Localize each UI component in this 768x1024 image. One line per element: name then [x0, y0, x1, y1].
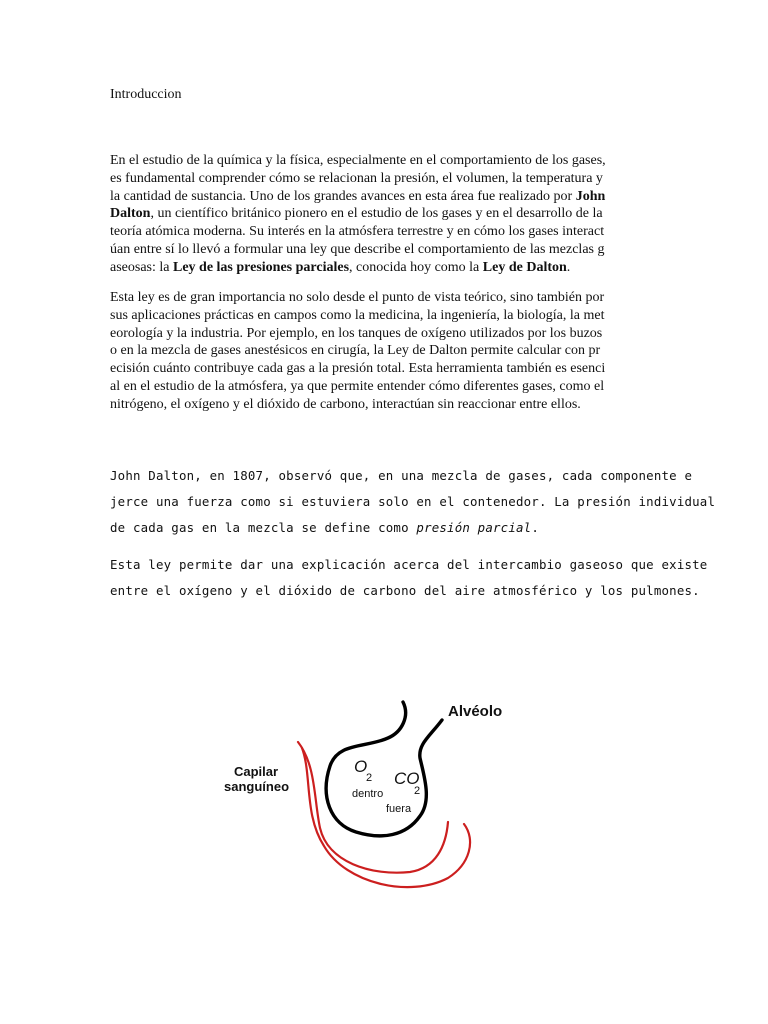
alveolus-diagram: [220, 650, 540, 900]
text-run: , un científico británico pionero en el estudio de los gases y en el desarrollo de la: [150, 206, 603, 222]
label-sanguineo: sanguíneo: [224, 779, 290, 794]
text-run: .: [566, 259, 571, 275]
capillary-wall-outer: [302, 748, 470, 887]
text-line: sus aplicaciones prácticas en campos como la medicina, la ingeniería, la biología, la met: [110, 307, 605, 323]
text-line: entre el oxígeno y el dióxido de carbono del aire atmosférico y los pulmones.: [110, 583, 700, 598]
label-capilar: Capilar: [234, 764, 279, 779]
text-run: de cada gas en la mezcla se define como: [110, 520, 417, 535]
text-line: al en el estudio de la atmósfera, ya que permite entender cómo diferentes gases, como el: [110, 378, 605, 394]
importance-paragraph: [110, 289, 658, 414]
gas-exchange-paragraph: [110, 552, 708, 604]
intro-paragraph: [110, 152, 658, 277]
co2-subscript: 2: [414, 785, 421, 797]
text-line: nitrógeno, el oxígeno y el dióxido de carbono, interactúan sin reaccionar entre ellos.: [110, 396, 581, 412]
text-run: aseosas: la: [110, 259, 173, 275]
text-line: jerce una fuerza como si estuviera solo en el contenedor. La presión individual: [110, 494, 716, 509]
alveolus-outline: [326, 702, 442, 836]
document-heading: Introduccion: [110, 87, 182, 102]
o2-subscript: 2: [366, 772, 373, 784]
text-run: .: [531, 520, 539, 535]
text-line: [110, 515, 662, 541]
o2-symbol: O: [354, 757, 368, 776]
label-dentro: dentro: [352, 788, 384, 800]
text-line: teoría atómica moderna. Su interés en la atmósfera terrestre y en cómo los gases interact: [110, 224, 605, 240]
co2-symbol: CO: [394, 769, 420, 788]
text-line: Esta ley es de gran importancia no solo desde el punto de vista teórico, sino también por: [110, 290, 605, 305]
text-line: [110, 188, 658, 206]
text-line: [110, 205, 658, 223]
text-line: úan entre sí lo llevó a formular una ley que describe el comportamiento de las mezclas g: [110, 241, 605, 257]
text-line: eorología y la industria. Por ejemplo, en los tanques de oxígeno utilizados por los buzos: [110, 325, 603, 341]
text-line: o en la mezcla de gases anestésicos en cirugía, la Ley de Dalton permite calcular con pr: [110, 343, 601, 359]
dalton-observation-paragraph: [110, 463, 716, 541]
label-fuera: fuera: [386, 803, 412, 815]
bold-law-name: Ley de las presiones parciales: [172, 259, 350, 275]
text-run: la cantidad de sustancia. Uno de los grandes avances en esta área fue realizado por: [110, 188, 576, 204]
alveolus-diagram-svg: [220, 650, 540, 900]
text-line: es fundamental comprender cómo se relacionan la presión, el volumen, la temperatura y: [110, 170, 603, 186]
text-line: John Dalton, en 1807, observó que, en una mezcla de gases, cada componente e: [110, 468, 693, 483]
text-line: ecisión cuánto contribuye cada gas a la presión total. Esta herramienta también es esenci: [110, 361, 606, 377]
text-line: Esta ley permite dar una explicación acerca del intercambio gaseoso que existe: [110, 557, 708, 572]
bold-law-name: Ley de Dalton: [482, 259, 567, 275]
text-line: En el estudio de la química y la física, especialmente en el comportamiento de los gases,: [110, 153, 606, 168]
bold-name: Dalton: [110, 206, 151, 222]
italic-term: presión parcial: [416, 520, 532, 535]
bold-name: John: [575, 188, 606, 204]
label-alveolo: Alvéolo: [448, 703, 503, 720]
text-line: [110, 259, 658, 277]
text-run: , conocida hoy como la: [349, 259, 483, 275]
